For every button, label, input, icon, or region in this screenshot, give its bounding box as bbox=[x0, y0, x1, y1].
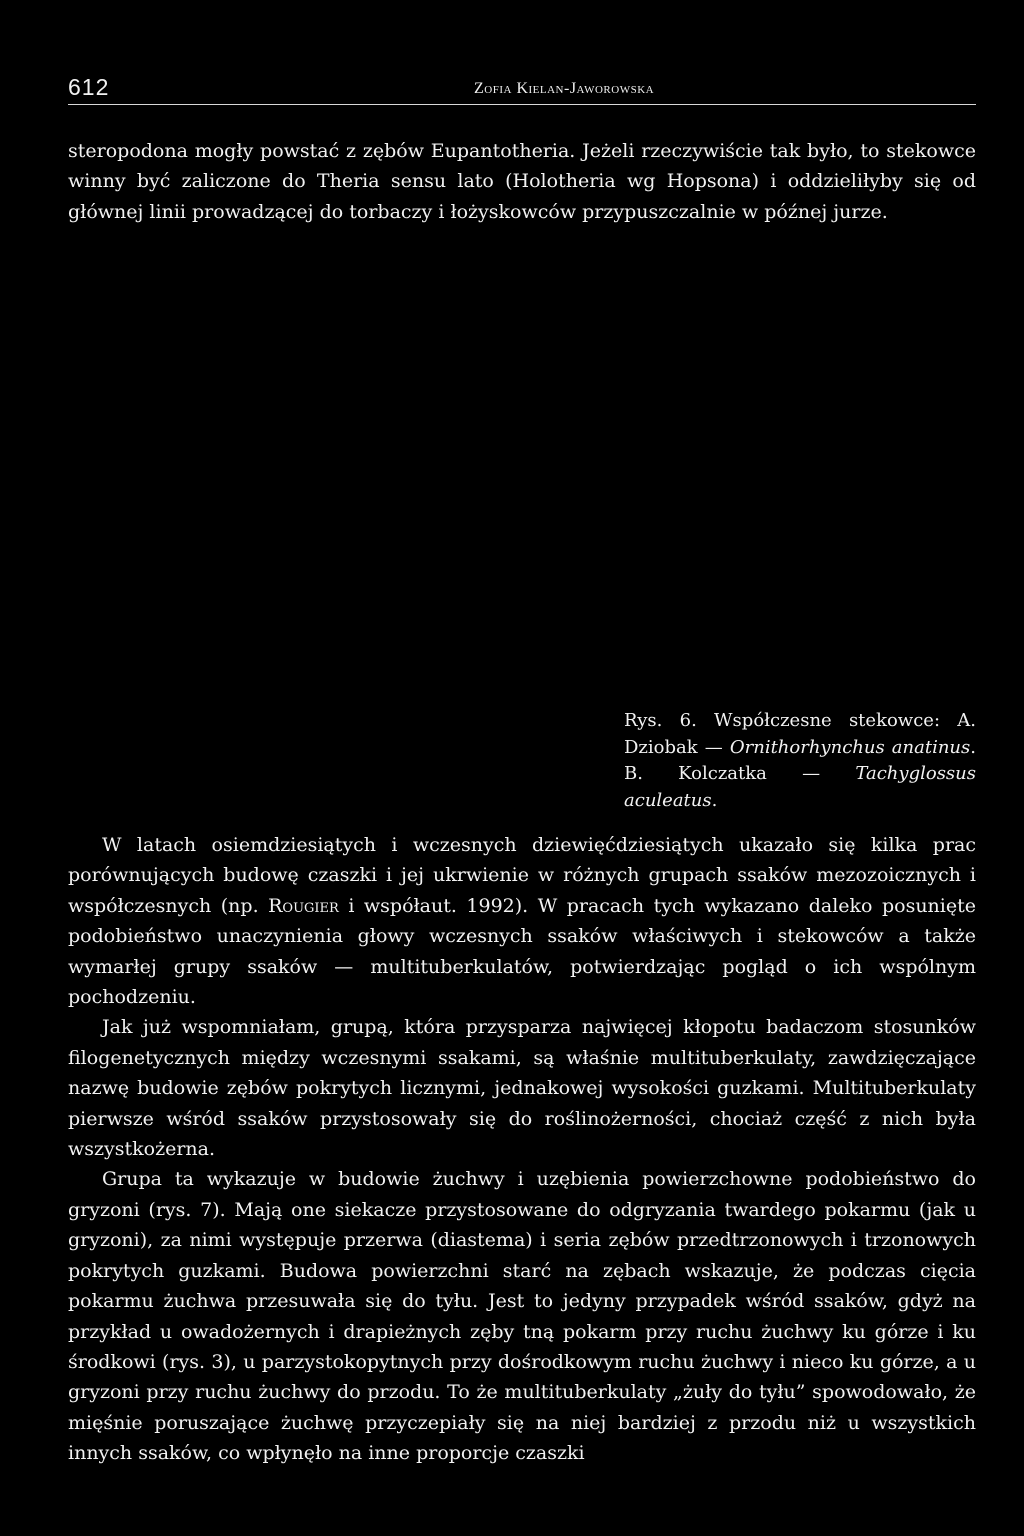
caption-mid: . B. Kolczatka — bbox=[624, 736, 976, 784]
page-number: 612 bbox=[68, 74, 110, 100]
figure-image-area bbox=[68, 270, 976, 700]
caption-lead: Rys. 6. Współczesne stekowce: A. Dziobak — bbox=[624, 710, 976, 758]
paragraph-1-part-a: W latach osiemdziesiątych i wczesnych dziewięćdziesiątych ukazało się kilka prac porównujących budowę czaszki i jej ukrwienie w różnych grupach ssaków mezozoicznych i współczesnych (np. bbox=[68, 834, 976, 917]
intro-text bbox=[68, 136, 976, 227]
intro-paragraph: steropodona mogły powstać z zębów Eupantotheria. Jeżeli rzeczywiście tak było, to stekowce winny być zaliczone do Theria sensu lato (Holotheria wg Hopsona) i oddzieliłyby się od głównej linii prowadzącej do torbaczy i łożyskowców przypuszczalnie w późnej jurze. bbox=[68, 140, 976, 223]
running-head-author: Zofia Kielan-Jaworowska bbox=[474, 80, 655, 97]
paragraph-3: Grupa ta wykazuje w budowie żuchwy i uzębienia powierzchowne podobieństwo do gryzoni (rys. 7). Mają one siekacze przystosowane do odgryzania twardego pokarmu (jak u gryzoni), za nimi występuje przerwa (diastema) i seria zębów przedtrzonowych i trzonowych pokrytych guzkami. Budowa powierzchni starć na zębach wskazuje, że podczas cięcia pokarmu żuchwa przesuwała się do tyłu. Jest to jedyny przypadek wśród ssaków, gdyż na przykład u owadożernych i drapieżnych zęby tną pokarm przy ruchu żuchwy ku górze i ku środkowi (rys. 3), u parzystokopytnych przy dośrodkowym ruchu żuchwy i nieco ku górze, a u gryzoni przy ruchu żuchwy do przodu. To że multituberkulaty „żuły do tyłu” spowodowało, że mięśnie poruszające żuchwę przyczepiały się na niej bardziej z przodu niż u wszystkich innych ssaków, co wpłynęło na inne proporcje czaszki bbox=[68, 1168, 976, 1465]
citation-author: Rougier bbox=[268, 894, 339, 917]
caption-end: . bbox=[711, 789, 718, 811]
paragraph-2: Jak już wspomniałam, grupą, która przysparza najwięcej kłopotu badaczom stosunków filogenetycznych między wczesnymi ssakami, są właśnie multituberkulaty, zawdzięczające nazwę budowie zębów pokrytych licznymi, jednakowej wysokości guzkami. Multituberkulaty pierwsze wśród ssaków przystosowały się do roślinożerności, chociaż część z nich była wszystkożerna. bbox=[68, 1016, 976, 1161]
paragraph-1-part-b: i współaut. 1992). W pracach tych wykazano daleko posunięte podobieństwo unaczynienia głowy wczesnych ssaków właściwych i stekowców a także wymarłej grupy ssaków — multituberkulatów, potwierdzając pogląd o ich wspólnym pochodzeniu. bbox=[68, 894, 976, 1009]
running-head bbox=[68, 74, 976, 105]
paragraph-1 bbox=[68, 830, 976, 1012]
caption-species-a: Ornithorhynchus anatinus bbox=[729, 736, 971, 758]
main-text bbox=[68, 830, 976, 1469]
figure-caption bbox=[624, 708, 976, 814]
caption-species-b: Tachyglossus aculeatus bbox=[624, 763, 976, 811]
